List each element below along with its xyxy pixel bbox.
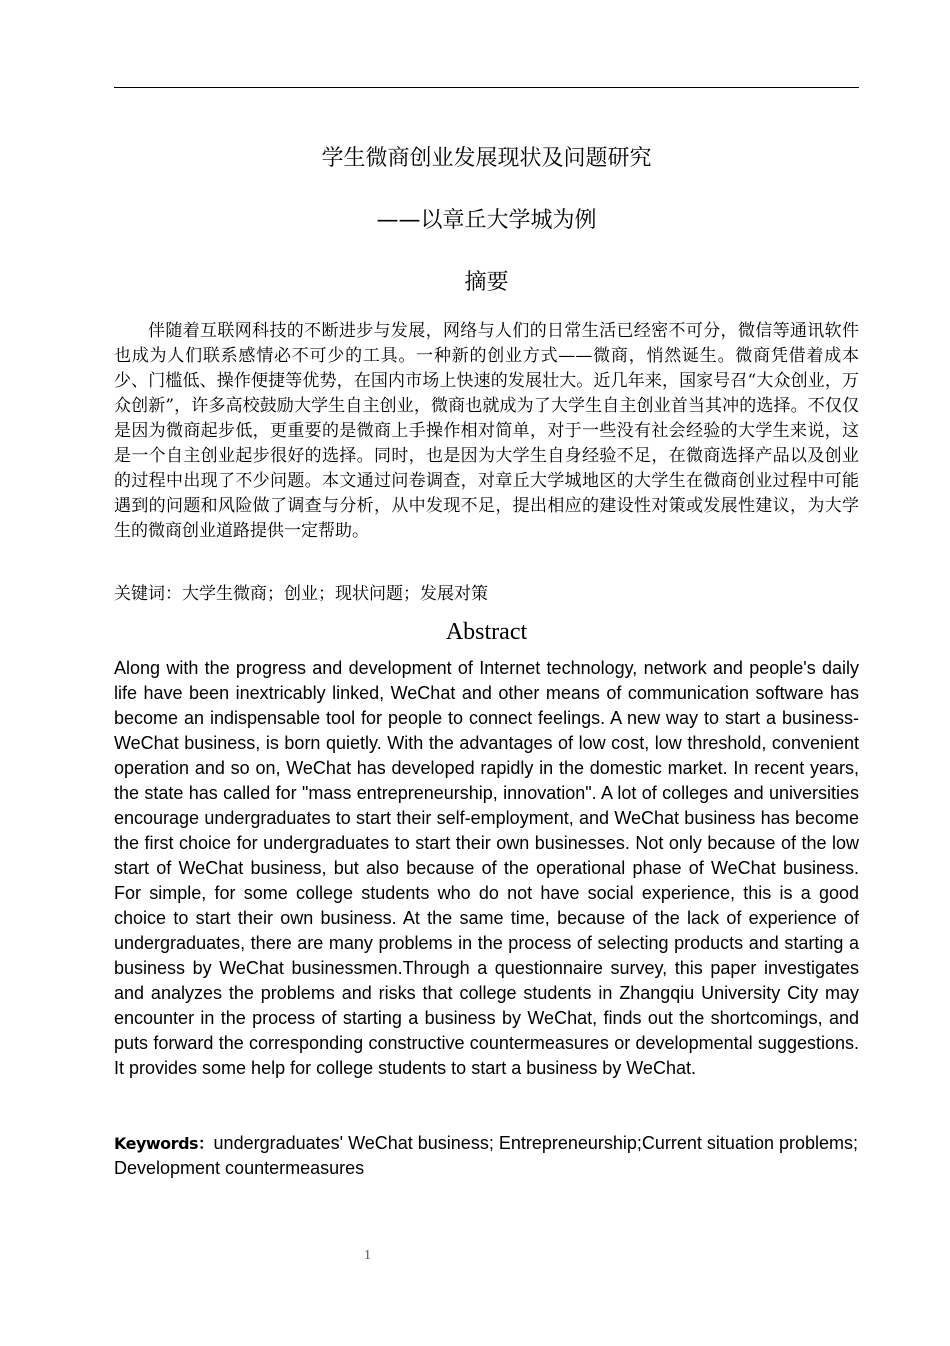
- page-number: 1: [364, 1248, 371, 1263]
- english-abstract-heading: Abstract: [445, 619, 528, 645]
- paper-title: 学生微商创业发展现状及问题研究: [321, 146, 652, 171]
- chinese-abstract-heading: 摘要: [464, 270, 509, 295]
- english-abstract-body: Along with the progress and development of Internet technology, network and people's daily life have been inextricably linked, WeChat and other means of communication software has become an indispensable tool for people to connect feelings. A new way to start a business-WeChat business, is born quietly. With the advantages of low cost, low threshold, convenient operation and so on, WeChat has developed rapidly in the domestic market. In recent years, the state has called for "mass entrepreneurship, innovation". A lot of colleges and universities encourage undergraduates to start their self-employment, and WeChat business has become the first choice for undergraduates to start their own businesses. Not only because of the low start of WeChat business, but also because of the operational phase of WeChat business. For simple, for some college students who do not have social experience, this is a good choice to start their own business. At the same time, because of the lack of experience of undergraduates, there are many problems in the process of selecting products and starting a business by WeChat businessmen.Through a questionnaire survey, this paper investigates and analyzes the problems and risks that college students in Zhangqiu University City may encounter in the process of starting a business by WeChat, finds out the shortcomings, and puts forward the corresponding constructive countermeasures or developmental suggestions. It provides some help for college students to start a business by WeChat.: [114, 658, 859, 1078]
- chinese-keywords-list: 大学生微商；创业；现状问题；发展对策: [182, 584, 488, 604]
- chinese-keywords: [114, 582, 859, 607]
- english-keywords: [114, 1131, 859, 1181]
- english-keywords-label: Keywords：: [114, 1134, 214, 1153]
- english-keywords-list: undergraduates' WeChat business; Entrepreneurship;Current situation problems; Development countermeasures: [114, 1133, 859, 1178]
- chinese-abstract-body: 伴随着互联网科技的不断进步与发展，网络与人们的日常生活已经密不可分，微信等通讯软件也成为人们联系感情必不可少的工具。一种新的创业方式——微商，悄然诞生。微商凭借着成本少、门槛低、操作便捷等优势，在国内市场上快速的发展壮大。近几年来，国家号召“大众创业，万众创新”，许多高校鼓励大学生自主创业，微商也就成为了大学生自主创业首当其冲的选择。不仅仅是因为微商起步低，更重要的是微商上手操作相对简单，对于一些没有社会经验的大学生来说，这是一个自主创业起步很好的选择。同时，也是因为大学生自身经验不足，在微商选择产品以及创业的过程中出现了不少问题。本文通过问卷调查，对章丘大学城地区的大学生在微商创业过程中可能遇到的问题和风险做了调查与分析，从中发现不足，提出相应的建设性对策或发展性建议，为大学生的微商创业道路提供一定帮助。: [114, 321, 859, 541]
- chinese-keywords-label: 关键词：: [114, 584, 182, 604]
- header-rule: [114, 87, 859, 88]
- paper-subtitle: ——以章丘大学城为例: [376, 208, 597, 233]
